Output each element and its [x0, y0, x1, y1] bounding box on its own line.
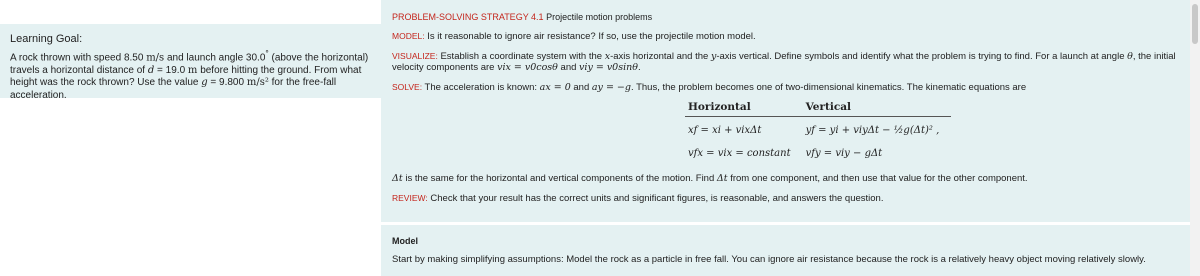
- scrollbar-thumb[interactable]: [1192, 4, 1198, 44]
- visualize-end: .: [637, 62, 641, 73]
- review-step: [392, 193, 1190, 205]
- g-value: = 9.800: [210, 77, 245, 89]
- strategy-panel: [381, 0, 1190, 222]
- solve-label: SOLVE:: [392, 81, 423, 92]
- vertical-position-equation: yf = yi + viyΔt − ½g(Δt)² ,: [805, 125, 940, 136]
- model-section: [381, 225, 1190, 276]
- degree-symbol: °: [265, 48, 269, 58]
- model-step: [392, 31, 1190, 43]
- solve-step: [392, 82, 1190, 94]
- learning-goal-text: [10, 47, 371, 102]
- delta-t-symbol: Δt: [716, 173, 728, 184]
- x-axis-symbol: x: [604, 50, 611, 62]
- visualize-label: VISUALIZE:: [392, 50, 438, 61]
- learning-goal-panel: [0, 24, 381, 101]
- review-step-text: Check that your result has the correct units and significant figures, is reasonable, and answers the question.: [430, 192, 884, 204]
- g-symbol: g: [201, 77, 208, 89]
- y-axis-symbol: y: [710, 50, 717, 62]
- strategy-title: [392, 12, 1190, 22]
- table-row: [685, 117, 951, 137]
- kinematic-equations-table: [685, 101, 951, 159]
- vertical-scrollbar[interactable]: [1190, 0, 1200, 276]
- delta-t-symbol: Δt: [392, 173, 403, 184]
- goal-ending: for the free-fall acceleration.: [10, 77, 337, 101]
- visualize-and: and: [560, 62, 577, 73]
- solve-text-1: The acceleration is known:: [424, 81, 538, 93]
- delta-t-text-2: from one component, and then use that value for the other component.: [730, 173, 1028, 184]
- visualize-text-3: -axis vertical. Define symbols and identify what the problem is trying to find. For a launch at angle: [716, 50, 1125, 62]
- angle-note: (above the horizontal) travels a horizontal distance of: [10, 52, 369, 76]
- visualize-text-4: , the initial velocity components are: [392, 50, 1176, 73]
- model-step-text: Is it reasonable to ignore air resistance? If so, use the projectile motion model.: [427, 31, 756, 42]
- horizontal-velocity-equation: vfx = vix = constant: [688, 148, 791, 159]
- viy-equation: viy = v0sinθ: [579, 62, 638, 73]
- table-row: [685, 136, 951, 159]
- solve-text-2: . Thus, the problem becomes one of two-dimensional kinematics. The kinematic equations are: [630, 81, 1027, 93]
- solve-and: and: [573, 81, 590, 93]
- distance-symbol: d: [147, 64, 155, 76]
- theta-symbol: θ: [1127, 50, 1133, 62]
- model-label: MODEL:: [392, 31, 425, 41]
- goal-intro: A rock thrown with speed 8.50: [10, 52, 144, 64]
- g-unit: m/s²: [246, 77, 269, 89]
- review-label: REVIEW:: [392, 192, 428, 203]
- ay-equation: ay = −g: [591, 81, 631, 93]
- model-section-text: Start by making simplifying assumptions: Model the rock as a particle in free fall. You can ignore air resistance because the rock is a relatively heavy object moving relatively slowly.: [392, 254, 1146, 265]
- vertical-velocity-equation: vfy = viy − gΔt: [805, 148, 883, 159]
- visualize-text-1: Establish a coordinate system with the: [440, 50, 603, 62]
- delta-t-note: [392, 173, 1190, 185]
- table-header-horizontal: Horizontal: [685, 101, 803, 117]
- vix-equation: vix = v0cosθ: [497, 62, 558, 73]
- horizontal-position-equation: xf = xi + vixΔt: [688, 125, 762, 136]
- strategy-name: Projectile motion problems: [546, 12, 653, 22]
- model-section-title: Model: [392, 236, 418, 246]
- learning-goal-title: Learning Goal:: [10, 33, 83, 45]
- strategy-number: PROBLEM-SOLVING STRATEGY 4.1: [392, 12, 544, 22]
- table-header-vertical: Vertical: [803, 101, 952, 117]
- delta-t-text-1: is the same for the horizontal and vertical components of the motion. Find: [405, 173, 715, 184]
- distance-value: = 19.0: [157, 64, 186, 76]
- visualize-text-2: -axis horizontal and the: [610, 50, 709, 62]
- ax-equation: ax = 0: [539, 81, 571, 93]
- goal-question: before hitting the ground. From what height was the rock thrown? Use the value: [10, 64, 362, 89]
- visualize-step: [392, 51, 1190, 74]
- distance-unit: m: [187, 64, 198, 76]
- angle-text: and launch angle 30.0: [166, 52, 266, 64]
- speed-unit: m/s: [146, 52, 165, 64]
